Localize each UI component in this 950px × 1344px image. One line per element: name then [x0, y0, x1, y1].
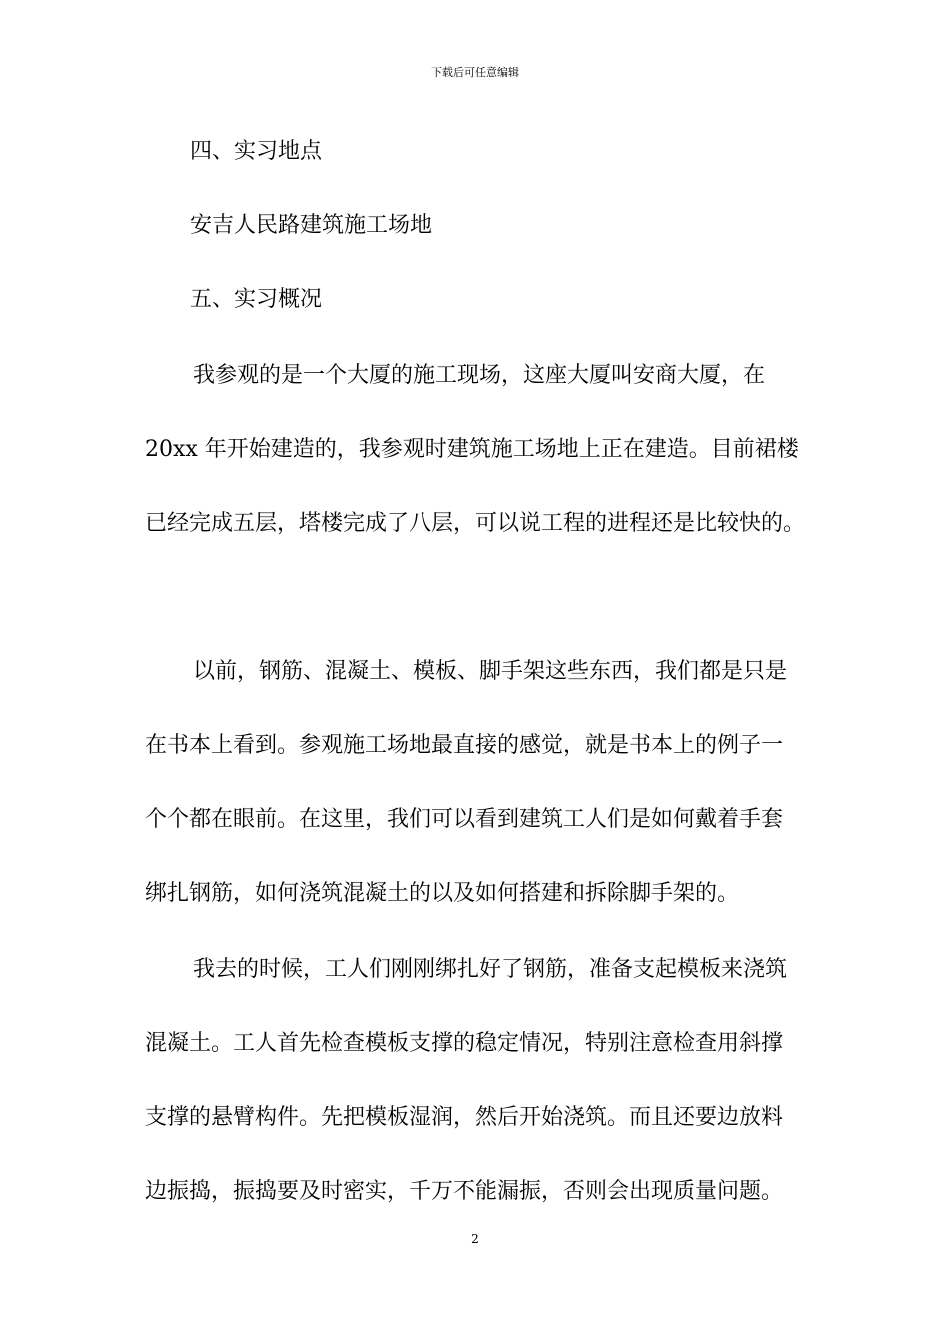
paragraph-1-line-1: 我参观的是一个大厦的施工现场，这座大厦叫安商大厦，在 [193, 363, 766, 388]
location-text: 安吉人民路建筑施工场地 [190, 213, 433, 238]
page-number: 2 [471, 1232, 479, 1246]
paragraph-2-line-1: 以前，钢筋、混凝土、模板、脚手架这些东西，我们都是只是 [193, 659, 788, 684]
paragraph-1-line-3: 已经完成五层，塔楼完成了八层，可以说工程的进程还是比较快的。 [145, 511, 806, 536]
paragraph-3-line-3: 支撑的悬臂构件。先把模板湿润，然后开始浇筑。而且还要边放料 [145, 1105, 784, 1130]
page-header: 下载后可任意编辑 [431, 66, 519, 79]
paragraph-2-line-3: 个个都在眼前。在这里，我们可以看到建筑工人们是如何戴着手套 [145, 807, 784, 832]
paragraph-1-line-2: 20xx 年开始建造的，我参观时建筑施工场地上正在建造。目前裙楼 [145, 437, 799, 462]
paragraph-3-line-1: 我去的时候，工人们刚刚绑扎好了钢筋，准备支起模板来浇筑 [193, 957, 788, 982]
section-heading-overview: 五、实习概况 [190, 287, 323, 312]
paragraph-2-line-2: 在书本上看到。参观施工场地最直接的感觉，就是书本上的例子一 [145, 733, 784, 758]
section-heading-location: 四、实习地点 [190, 139, 323, 164]
paragraph-2-line-4: 绑扎钢筋，如何浇筑混凝土的以及如何搭建和拆除脚手架的。 [145, 881, 740, 906]
paragraph-3-line-2: 混凝土。工人首先检查模板支撑的稳定情况，特别注意检查用斜撑 [145, 1031, 784, 1056]
paragraph-3-line-4: 边振捣，振捣要及时密实，千万不能漏振，否则会出现质量问题。 [145, 1179, 784, 1204]
